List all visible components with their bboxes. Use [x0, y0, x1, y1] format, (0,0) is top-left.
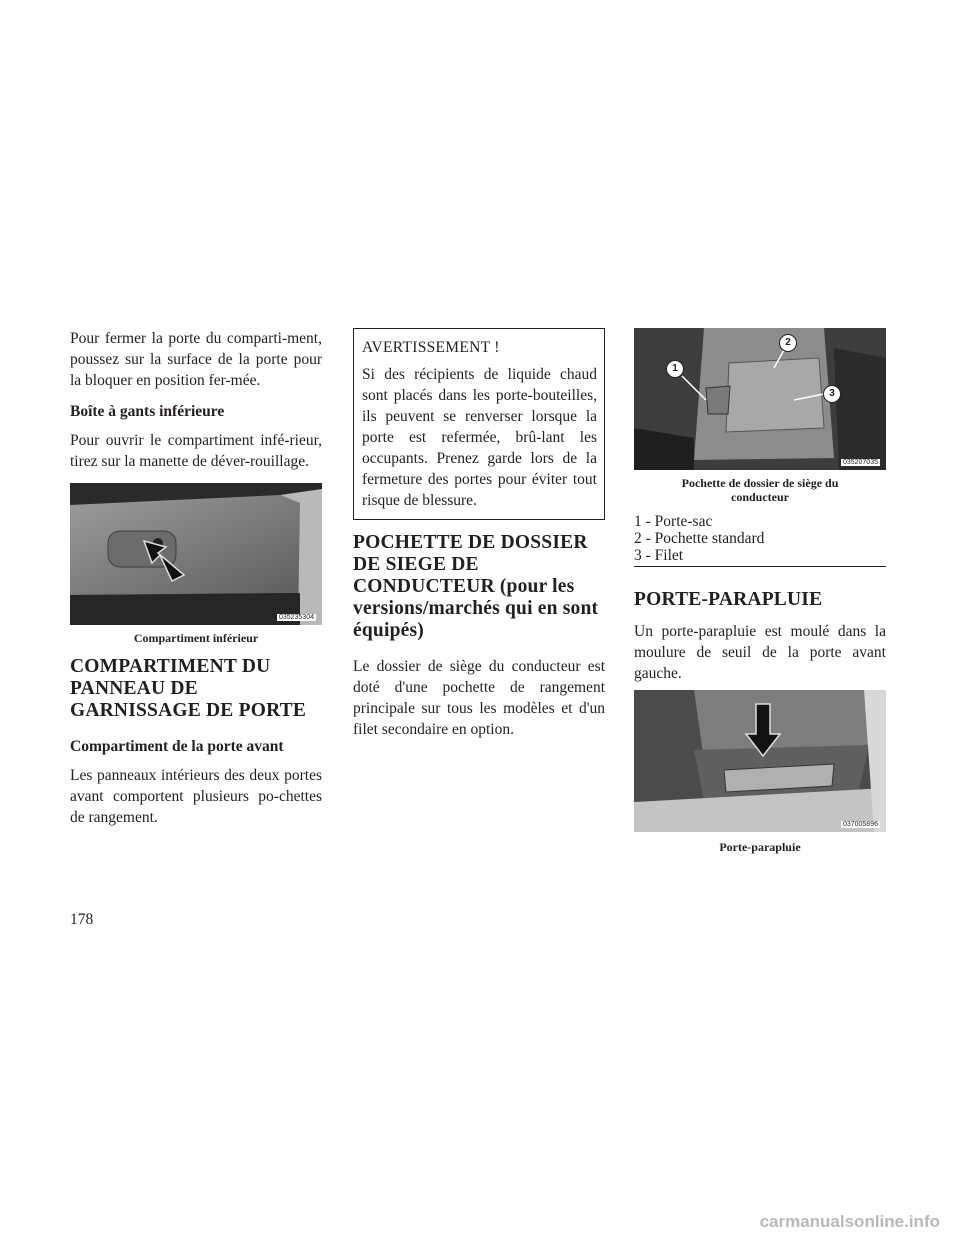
- figure-code: 035235304: [278, 614, 314, 621]
- lower-compartment-photo: [70, 483, 322, 625]
- figure-umbrella-holder: [634, 690, 886, 854]
- paragraph-umbrella-holder: Un porte-parapluie est moulé dans la moulure de seuil de la porte avant gauche.: [634, 623, 886, 682]
- figure-caption: Pochette de dossier de siège du conducteur: [681, 476, 839, 504]
- column-middle: [353, 328, 605, 740]
- figure-caption: Compartiment inférieur: [133, 631, 259, 645]
- page-number: 178: [70, 911, 94, 928]
- figure-caption: Porte-parapluie: [719, 840, 801, 854]
- legend-item: 1 - Porte-sac: [634, 513, 713, 530]
- watermark: carmanualsonline.info: [759, 1212, 940, 1231]
- subheading-lower-glovebox: Boîte à gants inférieure: [70, 403, 225, 420]
- column-left: [70, 328, 322, 828]
- umbrella-holder-photo: [634, 690, 886, 832]
- figure-lower-compartment: [70, 483, 322, 645]
- callout-legend: [634, 513, 886, 567]
- warning-title: AVERTISSEMENT !: [362, 339, 500, 356]
- warning-text: Si des récipients de liquide chaud sont placés dans les porte-bouteilles, ils peuvent se renverser lorsque la porte est refermée, brû-lant les occupants. Prenez garde lors de la fermeture des portes pour éviter tout risque de blessure.: [362, 366, 597, 509]
- paragraph-door-pockets: Les panneaux intérieurs des deux portes avant comportent plusieurs po-chettes de rangement.: [70, 767, 322, 826]
- section-heading-seatback-pocket: POCHETTE DE DOSSIER DE SIEGE DE CONDUCTEUR (pour les versions/marchés qui en sont équipés): [353, 532, 599, 641]
- callout-2-icon: 2: [779, 334, 797, 352]
- callout-3-icon: 3: [823, 385, 841, 403]
- paragraph-seatback-pocket: Le dossier de siège du conducteur est doté d'une pochette de rangement principale sur tous les modèles et d'un filet secondaire en option.: [353, 658, 605, 738]
- section-heading-door-trim: COMPARTIMENT DU PANNEAU DE GARNISSAGE DE PORTE: [70, 656, 307, 721]
- callout-1-icon: 1: [666, 360, 684, 378]
- paragraph-open-compartment: Pour ouvrir le compartiment infé-rieur, tirez sur la manette de déver-rouillage.: [70, 432, 322, 470]
- section-heading-umbrella-holder: PORTE-PARAPLUIE: [634, 589, 823, 610]
- warning-box: [353, 328, 605, 520]
- legend-item: 2 - Pochette standard: [634, 530, 765, 547]
- figure-code: 035207035: [842, 459, 878, 466]
- subheading-front-door: Compartiment de la porte avant: [70, 738, 284, 755]
- seatback-pocket-photo: [634, 328, 886, 470]
- column-right: [634, 328, 886, 854]
- figure-seatback-pocket: [634, 328, 886, 504]
- figure-code: 037005896: [842, 821, 878, 828]
- paragraph-close-compartment: Pour fermer la porte du comparti-ment, poussez sur la surface de la porte pour la bloquer en position fer-mée.: [70, 330, 322, 389]
- legend-item: 3 - Filet: [634, 547, 684, 564]
